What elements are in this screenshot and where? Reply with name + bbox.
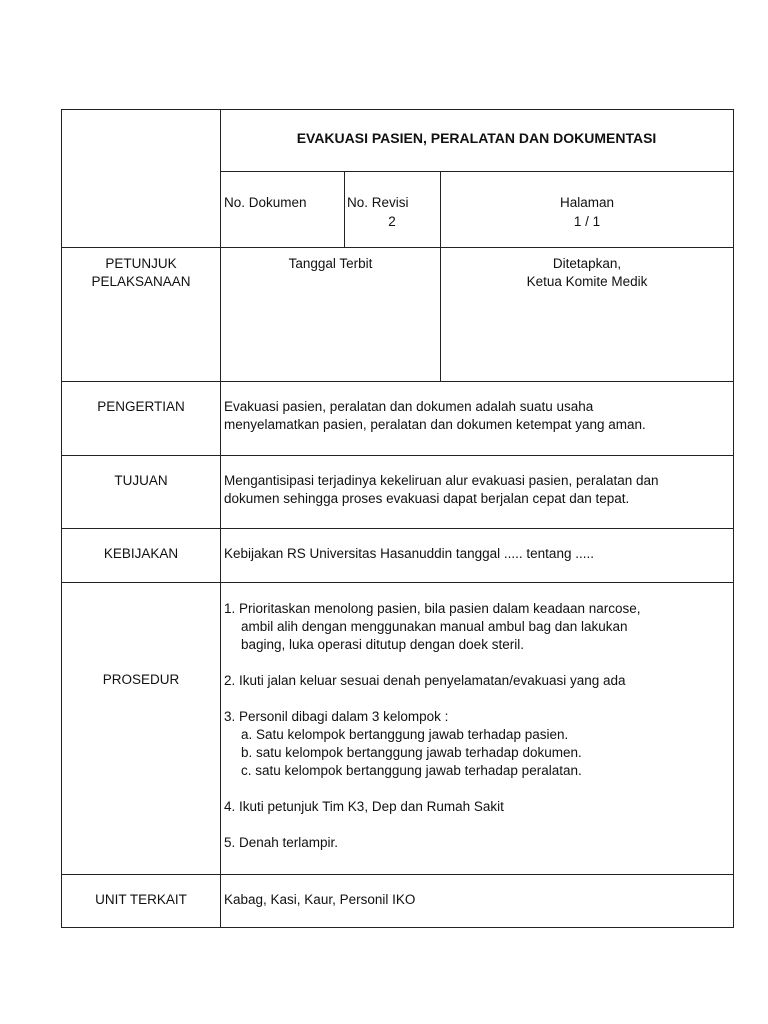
kebijakan-text: Kebijakan RS Universitas Hasanuddin tanggal ..... tentang ..... bbox=[224, 546, 594, 561]
unit-terkait-label: UNIT TERKAIT bbox=[95, 892, 187, 907]
column-divider-revisi bbox=[344, 172, 345, 248]
row-divider-header bbox=[62, 247, 733, 248]
tujuan-label: TUJUAN bbox=[114, 473, 168, 488]
pengertian-text-line1: Evakuasi pasien, peralatan dan dokumen adalah suatu usaha bbox=[224, 399, 594, 414]
step-3b: b. satu kelompok bertanggung jawab terhadap dokumen. bbox=[241, 745, 582, 760]
no-revisi-label: No. Revisi bbox=[347, 195, 409, 210]
row-divider-title bbox=[220, 171, 733, 172]
step-1-line-2: ambil alih dengan menggunakan manual ambul bag dan lakukan bbox=[241, 619, 628, 634]
petunjuk-label-line2: PELAKSANAAN bbox=[91, 274, 191, 289]
halaman-value: 1 / 1 bbox=[573, 214, 601, 229]
row-divider-kebijakan bbox=[62, 582, 733, 583]
no-dokumen-label: No. Dokumen bbox=[224, 195, 307, 210]
ketua-komite-label: Ketua Komite Medik bbox=[526, 274, 648, 289]
step-5: 5. Denah terlampir. bbox=[224, 835, 339, 850]
step-3: 3. Personil dibagi dalam 3 kelompok : bbox=[224, 709, 449, 724]
step-1-line-3: baging, luka operasi ditutup dengan doek steril. bbox=[241, 637, 524, 652]
document-title: EVAKUASI PASIEN, PERALATAN DAN DOKUMENTASI bbox=[296, 130, 657, 146]
prosedur-steps bbox=[224, 600, 641, 852]
row-divider-petunjuk bbox=[62, 381, 733, 382]
row-divider-pengertian bbox=[62, 455, 733, 456]
kebijakan-label: KEBIJAKAN bbox=[103, 546, 179, 561]
row-divider-prosedur bbox=[62, 874, 733, 875]
step-2: 2. Ikuti jalan keluar sesuai denah penyelamatan/evakuasi yang ada bbox=[224, 673, 626, 688]
sop-document-table bbox=[61, 109, 734, 928]
unit-terkait-text: Kabag, Kasi, Kaur, Personil IKO bbox=[224, 892, 416, 907]
step-4: 4. Ikuti petunjuk Tim K3, Dep dan Rumah Sakit bbox=[224, 799, 504, 814]
row-divider-tujuan bbox=[62, 528, 733, 529]
tujuan-text-line1: Mengantisipasi terjadinya kekeliruan alur evakuasi pasien, peralatan dan bbox=[224, 473, 659, 488]
ditetapkan-label: Ditetapkan, bbox=[552, 256, 622, 271]
pengertian-text-line2: menyelamatkan pasien, peralatan dan dokumen ketempat yang aman. bbox=[224, 417, 646, 432]
step-3a: a. Satu kelompok bertanggung jawab terhadap pasien. bbox=[241, 727, 569, 742]
step-3c: c. satu kelompok bertanggung jawab terhadap peralatan. bbox=[241, 763, 582, 778]
column-divider-left bbox=[220, 110, 221, 927]
tujuan-text-line2: dokumen sehingga proses evakuasi dapat berjalan cepat dan tepat. bbox=[224, 491, 630, 506]
prosedur-label: PROSEDUR bbox=[102, 672, 180, 687]
step-1-line-1: 1. Prioritaskan menolong pasien, bila pasien dalam keadaan narcose, bbox=[224, 601, 641, 616]
pengertian-label: PENGERTIAN bbox=[97, 399, 185, 414]
petunjuk-label-line1: PETUNJUK bbox=[105, 256, 177, 271]
halaman-label: Halaman bbox=[559, 195, 615, 210]
tanggal-terbit-label: Tanggal Terbit bbox=[288, 256, 373, 271]
no-revisi-value: 2 bbox=[388, 214, 396, 229]
